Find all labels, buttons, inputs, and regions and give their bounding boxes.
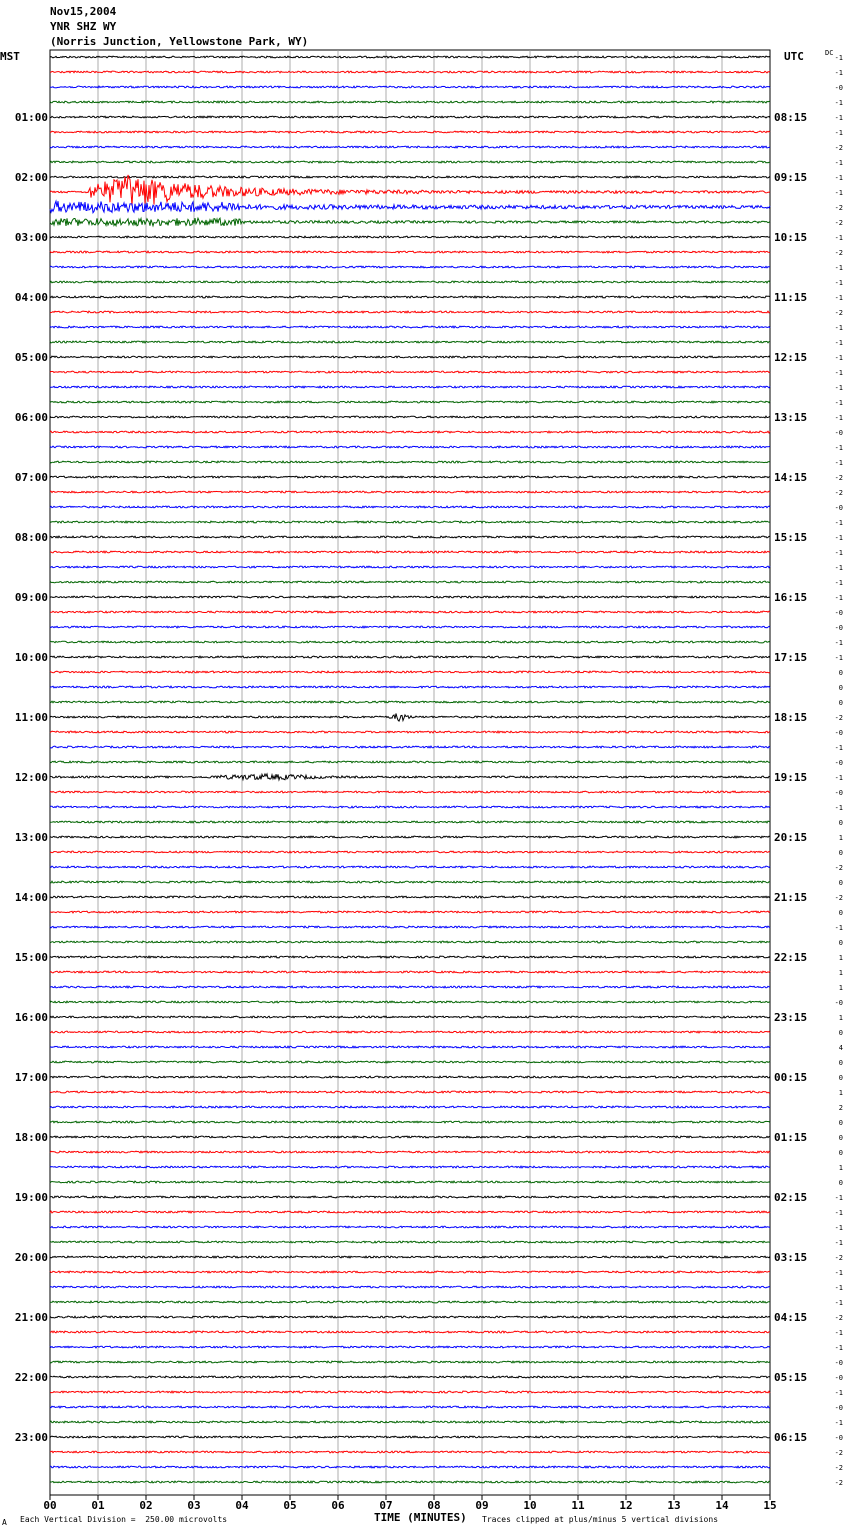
x-axis-tick-label: 05 bbox=[283, 1499, 297, 1512]
dc-offset-label: -1 bbox=[834, 1284, 843, 1292]
dc-offset-label: -1 bbox=[834, 444, 843, 452]
right-timezone-label: UTC bbox=[784, 50, 804, 63]
dc-offset-label: -1 bbox=[834, 1224, 843, 1232]
seismic-trace bbox=[50, 1121, 770, 1123]
dc-offset-label: -2 bbox=[834, 1449, 843, 1457]
mst-hour-label: 20:00 bbox=[14, 1251, 48, 1264]
seismic-trace bbox=[50, 1271, 770, 1273]
seismic-trace bbox=[50, 806, 770, 808]
mst-hour-label: 18:00 bbox=[14, 1131, 48, 1144]
dc-offset-label: 4 bbox=[838, 1044, 843, 1052]
dc-offset-label: -1 bbox=[834, 339, 843, 347]
utc-hour-label: 14:15 bbox=[774, 471, 808, 484]
seismic-trace bbox=[50, 836, 770, 838]
dc-offset-label: -1 bbox=[834, 114, 843, 122]
dc-offset-label: -0 bbox=[834, 789, 843, 797]
utc-hour-label: 16:15 bbox=[774, 591, 808, 604]
mst-hour-label: 08:00 bbox=[14, 531, 48, 544]
dc-offset-label: 1 bbox=[838, 1014, 843, 1022]
dc-offset-label: 1 bbox=[838, 954, 843, 962]
mst-hour-label: 16:00 bbox=[14, 1011, 48, 1024]
footer-left-mark: A bbox=[2, 1518, 7, 1527]
utc-hour-label: 02:15 bbox=[774, 1191, 808, 1204]
seismic-trace bbox=[50, 326, 770, 328]
dc-offset-label: 0 bbox=[838, 684, 843, 692]
seismic-trace bbox=[50, 161, 770, 163]
seismic-trace bbox=[50, 341, 770, 343]
seismic-trace bbox=[50, 1196, 770, 1198]
seismic-trace bbox=[50, 131, 770, 133]
seismic-trace bbox=[50, 1301, 770, 1303]
seismic-trace bbox=[50, 1091, 770, 1093]
dc-offset-label: -0 bbox=[834, 84, 843, 92]
seismic-trace bbox=[50, 774, 770, 780]
mst-hour-label: 09:00 bbox=[14, 591, 48, 604]
dc-offset-label: -0 bbox=[834, 729, 843, 737]
dc-offset-label: -2 bbox=[834, 219, 843, 227]
mst-hour-label: 03:00 bbox=[14, 231, 48, 244]
seismic-trace bbox=[50, 926, 770, 928]
seismic-trace bbox=[50, 1316, 770, 1318]
dc-offset-label: -1 bbox=[834, 279, 843, 287]
seismic-trace bbox=[50, 1031, 770, 1033]
dc-offset-label: 0 bbox=[838, 1074, 843, 1082]
seismic-trace bbox=[50, 1481, 770, 1483]
dc-offset-label: -1 bbox=[834, 369, 843, 377]
dc-offset-label: -2 bbox=[834, 1254, 843, 1262]
header-date: Nov15,2004 bbox=[50, 5, 117, 18]
mst-hour-label: 06:00 bbox=[14, 411, 48, 424]
dc-offset-label: -1 bbox=[834, 324, 843, 332]
mst-hour-label: 13:00 bbox=[14, 831, 48, 844]
dc-offset-label: -1 bbox=[834, 579, 843, 587]
footer-clip-note: Traces clipped at plus/minus 5 vertical divisions bbox=[482, 1515, 719, 1524]
dc-offset-label: -1 bbox=[834, 654, 843, 662]
seismic-trace bbox=[50, 1256, 770, 1258]
seismic-trace bbox=[50, 281, 770, 283]
dc-offset-label: 0 bbox=[838, 939, 843, 947]
seismic-trace bbox=[50, 101, 770, 103]
utc-hour-label: 12:15 bbox=[774, 351, 808, 364]
utc-hour-label: 13:15 bbox=[774, 411, 808, 424]
utc-hour-label: 05:15 bbox=[774, 1371, 808, 1384]
dc-offset-label: -1 bbox=[834, 294, 843, 302]
seismic-trace bbox=[50, 1436, 770, 1438]
seismic-trace bbox=[50, 506, 770, 508]
seismic-trace bbox=[50, 416, 770, 418]
seismic-trace bbox=[50, 986, 770, 988]
seismic-trace bbox=[50, 1226, 770, 1228]
dc-offset-label: 0 bbox=[838, 849, 843, 857]
seismic-trace bbox=[50, 686, 770, 688]
dc-offset-label: -1 bbox=[834, 459, 843, 467]
dc-offset-label: -1 bbox=[834, 414, 843, 422]
x-axis-tick-label: 15 bbox=[763, 1499, 777, 1512]
dc-offset-label: -1 bbox=[834, 744, 843, 752]
x-axis-tick-label: 06 bbox=[331, 1499, 345, 1512]
x-axis-tick-label: 14 bbox=[715, 1499, 729, 1512]
seismic-trace bbox=[50, 1076, 770, 1078]
header-location: (Norris Junction, Yellowstone Park, WY) bbox=[50, 35, 309, 48]
dc-offset-label: -1 bbox=[834, 129, 843, 137]
seismic-trace bbox=[50, 1391, 770, 1393]
dc-offset-label: 0 bbox=[838, 1119, 843, 1127]
utc-hour-label: 08:15 bbox=[774, 111, 808, 124]
seismic-trace bbox=[50, 656, 770, 658]
seismic-trace bbox=[50, 116, 770, 118]
mst-hour-label: 14:00 bbox=[14, 891, 48, 904]
seismic-trace bbox=[50, 431, 770, 433]
dc-offset-label: 1 bbox=[838, 1164, 843, 1172]
seismic-trace bbox=[50, 266, 770, 268]
seismic-trace bbox=[50, 356, 770, 358]
x-axis-tick-label: 10 bbox=[523, 1499, 537, 1512]
seismic-trace bbox=[50, 1361, 770, 1363]
seismic-trace bbox=[50, 251, 770, 253]
dc-offset-label: -1 bbox=[834, 189, 843, 197]
footer-scale-note: Each Vertical Division = 250.00 microvolts bbox=[20, 1515, 228, 1524]
x-axis-tick-label: 11 bbox=[571, 1499, 585, 1512]
mst-hour-label: 07:00 bbox=[14, 471, 48, 484]
seismic-trace bbox=[50, 86, 770, 88]
seismic-trace bbox=[50, 201, 770, 213]
seismic-trace bbox=[50, 551, 770, 553]
dc-offset-label: -1 bbox=[834, 264, 843, 272]
dc-offset-label: -1 bbox=[834, 639, 843, 647]
dc-offset-label: -1 bbox=[834, 384, 843, 392]
x-axis-tick-label: 02 bbox=[139, 1499, 153, 1512]
seismic-trace bbox=[50, 71, 770, 73]
x-axis-tick-label: 00 bbox=[43, 1499, 57, 1512]
dc-offset-label: -0 bbox=[834, 624, 843, 632]
seismic-trace bbox=[50, 1286, 770, 1288]
seismic-trace bbox=[50, 491, 770, 493]
utc-hour-label: 10:15 bbox=[774, 231, 808, 244]
dc-offset-label: 0 bbox=[838, 1029, 843, 1037]
seismic-trace bbox=[50, 476, 770, 478]
seismic-trace bbox=[50, 581, 770, 583]
seismic-trace bbox=[50, 881, 770, 883]
x-axis-tick-label: 04 bbox=[235, 1499, 249, 1512]
dc-offset-label: -2 bbox=[834, 1464, 843, 1472]
seismic-trace bbox=[50, 1001, 770, 1003]
dc-offset-label: -2 bbox=[834, 864, 843, 872]
dc-offset-label: 0 bbox=[838, 669, 843, 677]
dc-offset-label: -0 bbox=[834, 1434, 843, 1442]
seismic-trace bbox=[50, 1061, 770, 1063]
x-axis-tick-label: 13 bbox=[667, 1499, 681, 1512]
seismic-trace bbox=[50, 701, 770, 703]
utc-hour-label: 19:15 bbox=[774, 771, 808, 784]
x-axis-label: TIME (MINUTES) bbox=[374, 1511, 467, 1524]
seismic-trace bbox=[50, 1016, 770, 1018]
mst-hour-label: 04:00 bbox=[14, 291, 48, 304]
seismic-trace bbox=[50, 761, 770, 763]
mst-hour-label: 21:00 bbox=[14, 1311, 48, 1324]
utc-hour-label: 06:15 bbox=[774, 1431, 808, 1444]
dc-offset-label: -2 bbox=[834, 204, 843, 212]
seismic-trace bbox=[50, 56, 770, 58]
seismic-trace bbox=[50, 1421, 770, 1423]
seismic-trace bbox=[50, 1136, 770, 1138]
dc-offset-label: -2 bbox=[834, 249, 843, 257]
utc-hour-label: 09:15 bbox=[774, 171, 808, 184]
seismic-trace bbox=[50, 566, 770, 568]
dc-offset-label: -1 bbox=[834, 234, 843, 242]
dc-offset-label: -1 bbox=[834, 1239, 843, 1247]
utc-hour-label: 01:15 bbox=[774, 1131, 808, 1144]
mst-hour-label: 23:00 bbox=[14, 1431, 48, 1444]
utc-hour-label: 21:15 bbox=[774, 891, 808, 904]
dc-label: DC bbox=[825, 49, 834, 57]
dc-offset-label: -0 bbox=[834, 999, 843, 1007]
mst-hour-label: 05:00 bbox=[14, 351, 48, 364]
dc-offset-label: -1 bbox=[834, 924, 843, 932]
utc-hour-label: 20:15 bbox=[774, 831, 808, 844]
seismic-trace bbox=[50, 461, 770, 463]
seismic-trace bbox=[50, 1451, 770, 1453]
dc-offset-label: -1 bbox=[834, 1329, 843, 1337]
utc-hour-label: 11:15 bbox=[774, 291, 808, 304]
seismic-trace bbox=[50, 401, 770, 403]
dc-offset-label: -1 bbox=[834, 1389, 843, 1397]
dc-offset-label: -1 bbox=[834, 594, 843, 602]
seismic-trace bbox=[50, 821, 770, 823]
seismic-trace bbox=[50, 176, 770, 178]
seismic-trace bbox=[50, 446, 770, 448]
dc-offset-label: -1 bbox=[834, 69, 843, 77]
dc-offset-label: 1 bbox=[838, 1089, 843, 1097]
seismic-trace bbox=[50, 866, 770, 868]
mst-hour-label: 01:00 bbox=[14, 111, 48, 124]
dc-offset-label: 1 bbox=[838, 969, 843, 977]
dc-offset-label: 2 bbox=[838, 1104, 843, 1112]
seismic-trace bbox=[50, 1211, 770, 1213]
dc-offset-label: 0 bbox=[838, 879, 843, 887]
dc-offset-label: -0 bbox=[834, 504, 843, 512]
dc-offset-label: -0 bbox=[834, 1404, 843, 1412]
seismic-trace bbox=[50, 1406, 770, 1408]
x-axis-tick-label: 08 bbox=[427, 1499, 441, 1512]
dc-offset-label: -2 bbox=[834, 1479, 843, 1487]
seismic-trace bbox=[50, 386, 770, 388]
left-timezone-label: MST bbox=[0, 50, 20, 63]
seismic-trace bbox=[50, 1166, 770, 1168]
dc-offset-label: -0 bbox=[834, 1374, 843, 1382]
seismic-trace bbox=[50, 671, 770, 673]
seismic-trace bbox=[50, 641, 770, 643]
seismic-trace bbox=[50, 911, 770, 913]
seismic-trace bbox=[50, 851, 770, 853]
dc-offset-label: 0 bbox=[838, 909, 843, 917]
seismic-trace bbox=[50, 971, 770, 973]
seismic-trace bbox=[50, 146, 770, 148]
dc-offset-label: -0 bbox=[834, 759, 843, 767]
dc-offset-label: -2 bbox=[834, 309, 843, 317]
seismic-trace bbox=[50, 1331, 770, 1333]
mst-hour-label: 02:00 bbox=[14, 171, 48, 184]
seismic-trace bbox=[50, 371, 770, 373]
x-axis-tick-label: 03 bbox=[187, 1499, 201, 1512]
mst-hour-label: 15:00 bbox=[14, 951, 48, 964]
seismic-trace bbox=[50, 296, 770, 298]
dc-offset-label: -1 bbox=[834, 564, 843, 572]
dc-offset-label: -1 bbox=[834, 1209, 843, 1217]
dc-offset-label: -1 bbox=[834, 174, 843, 182]
seismic-trace bbox=[50, 941, 770, 943]
mst-hour-label: 22:00 bbox=[14, 1371, 48, 1384]
dc-offset-label: -1 bbox=[834, 399, 843, 407]
utc-hour-label: 18:15 bbox=[774, 711, 808, 724]
utc-hour-label: 04:15 bbox=[774, 1311, 808, 1324]
dc-offset-label: -1 bbox=[834, 1299, 843, 1307]
seismic-trace bbox=[50, 218, 770, 226]
utc-hour-label: 17:15 bbox=[774, 651, 808, 664]
dc-offset-label: -1 bbox=[834, 549, 843, 557]
dc-offset-label: 1 bbox=[838, 834, 843, 842]
dc-offset-label: -2 bbox=[834, 144, 843, 152]
dc-offset-label: -1 bbox=[834, 774, 843, 782]
dc-offset-label: -1 bbox=[834, 1344, 843, 1352]
utc-hour-label: 15:15 bbox=[774, 531, 808, 544]
seismic-trace bbox=[50, 175, 770, 206]
seismic-trace bbox=[50, 1181, 770, 1183]
header-station: YNR SHZ WY bbox=[50, 20, 117, 33]
dc-offset-label: -0 bbox=[834, 1359, 843, 1367]
dc-offset-label: -2 bbox=[834, 489, 843, 497]
dc-offset-label: -1 bbox=[834, 159, 843, 167]
dc-offset-label: -1 bbox=[834, 99, 843, 107]
dc-offset-label: 0 bbox=[838, 1179, 843, 1187]
seismic-trace bbox=[50, 1376, 770, 1378]
mst-hour-label: 12:00 bbox=[14, 771, 48, 784]
utc-hour-label: 22:15 bbox=[774, 951, 808, 964]
dc-offset-label: -1 bbox=[834, 804, 843, 812]
dc-offset-label: 0 bbox=[838, 1059, 843, 1067]
mst-hour-label: 17:00 bbox=[14, 1071, 48, 1084]
utc-hour-label: 23:15 bbox=[774, 1011, 808, 1024]
seismic-trace bbox=[50, 956, 770, 958]
dc-offset-label: -0 bbox=[834, 609, 843, 617]
seismic-trace bbox=[50, 714, 770, 722]
seismic-trace bbox=[50, 731, 770, 733]
x-axis-tick-label: 01 bbox=[91, 1499, 105, 1512]
mst-hour-label: 10:00 bbox=[14, 651, 48, 664]
x-axis-tick-label: 07 bbox=[379, 1499, 393, 1512]
dc-offset-label: -0 bbox=[834, 429, 843, 437]
dc-offset-label: -1 bbox=[834, 1419, 843, 1427]
x-axis-tick-label: 09 bbox=[475, 1499, 489, 1512]
seismic-trace bbox=[50, 536, 770, 538]
utc-hour-label: 00:15 bbox=[774, 1071, 808, 1084]
dc-offset-label: -1 bbox=[834, 534, 843, 542]
dc-offset-label: -2 bbox=[834, 714, 843, 722]
seismic-trace bbox=[50, 596, 770, 598]
dc-offset-label: -1 bbox=[834, 1194, 843, 1202]
seismic-trace bbox=[50, 311, 770, 313]
seismic-trace bbox=[50, 791, 770, 793]
seismic-trace bbox=[50, 1046, 770, 1048]
dc-offset-label: 0 bbox=[838, 1134, 843, 1142]
seismic-trace bbox=[50, 896, 770, 898]
dc-offset-label: -2 bbox=[834, 894, 843, 902]
seismic-trace bbox=[50, 236, 770, 238]
mst-hour-label: 11:00 bbox=[14, 711, 48, 724]
dc-offset-label: 0 bbox=[838, 1149, 843, 1157]
dc-offset-label: 0 bbox=[838, 699, 843, 707]
seismic-trace bbox=[50, 746, 770, 748]
seismic-trace bbox=[50, 626, 770, 628]
mst-hour-label: 19:00 bbox=[14, 1191, 48, 1204]
dc-offset-label: -1 bbox=[834, 1269, 843, 1277]
seismic-trace bbox=[50, 521, 770, 523]
dc-offset-label: 1 bbox=[838, 984, 843, 992]
dc-offset-label: -2 bbox=[834, 1314, 843, 1322]
seismic-trace bbox=[50, 1466, 770, 1468]
dc-offset-label: -1 bbox=[834, 54, 843, 62]
seismic-trace bbox=[50, 1151, 770, 1153]
dc-offset-label: 0 bbox=[838, 819, 843, 827]
seismic-trace bbox=[50, 1346, 770, 1348]
utc-hour-label: 03:15 bbox=[774, 1251, 808, 1264]
dc-offset-label: -2 bbox=[834, 474, 843, 482]
dc-offset-label: -1 bbox=[834, 354, 843, 362]
seismic-trace bbox=[50, 1106, 770, 1108]
x-axis-tick-label: 12 bbox=[619, 1499, 633, 1512]
seismic-trace bbox=[50, 611, 770, 613]
dc-offset-label: -1 bbox=[834, 519, 843, 527]
seismic-trace bbox=[50, 1241, 770, 1243]
